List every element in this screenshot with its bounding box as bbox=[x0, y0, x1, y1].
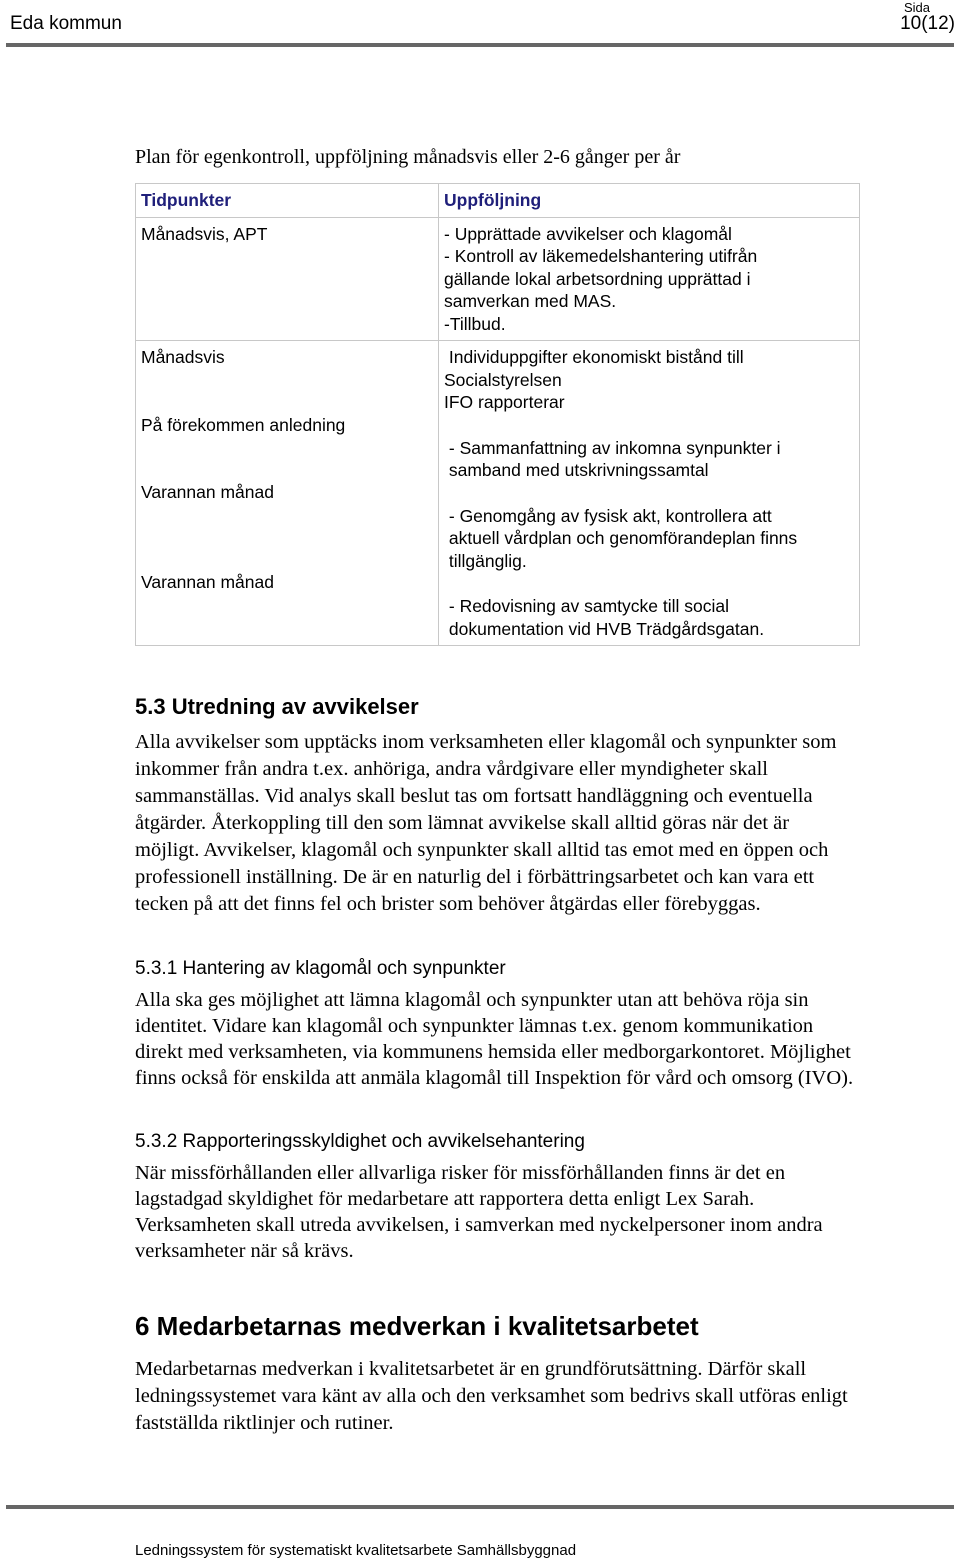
section-body-5-3-2: När missförhållanden eller allvarliga risker för missförhållanden finns är det en lagstadgad skyldighet för medarbetare att rapportera detta enligt Lex Sarah. Verksamheten skall utreda avvikelsen, i samverkan med nyckelpersoner inom andra verksamheter när så krävs. bbox=[135, 1162, 823, 1262]
followup-cell bbox=[439, 217, 860, 341]
time-cell bbox=[136, 217, 439, 341]
section-body-5-3-1: Alla ska ges möjlighet att lämna klagomål och synpunkter utan att behöva röja sin identitet. Vidare kan klagomål och synpunkter lämnas t.ex. genom kommunikation direkt med verksamheten, via kommunens hemsida eller medborgarkontoret. Möjlighet finns också för enskilda att anmäla klagomål till Inspektion för vård och omsorg (IVO). bbox=[135, 989, 854, 1089]
section-heading-5-3-1: 5.3.1 Hantering av klagomål och synpunkter bbox=[135, 958, 506, 979]
followup-plan-table bbox=[135, 183, 860, 646]
section-heading-6: 6 Medarbetarnas medverkan i kvalitetsarbetet bbox=[135, 1311, 699, 1341]
followup-line: samband med utskrivningssamtal bbox=[444, 460, 709, 480]
followup-line: gällande lokal arbetsordning upprättad i bbox=[444, 268, 751, 289]
followup-line: Socialstyrelsen bbox=[444, 369, 562, 390]
time-text: Varannan månad bbox=[141, 482, 274, 502]
time-text: Varannan månad bbox=[141, 571, 274, 592]
followup-line: - Upprättade avvikelser och klagomål bbox=[444, 223, 732, 244]
municipality-name: Eda kommun bbox=[10, 13, 122, 34]
followup-line: samverkan med MAS. bbox=[444, 291, 617, 311]
followup-line: - Kontroll av läkemedelshantering utifrån bbox=[444, 246, 758, 266]
time-text: Månadsvis, APT bbox=[141, 223, 268, 244]
header-divider bbox=[6, 43, 954, 47]
followup-line: IFO rapporterar bbox=[444, 392, 565, 412]
followup-line: dokumentation vid HVB Trädgårdsgatan. bbox=[444, 618, 765, 639]
followup-line: tillgänglig. bbox=[444, 550, 527, 571]
followup-line: - Redovisning av samtycke till social bbox=[444, 596, 729, 616]
table-row bbox=[136, 217, 860, 341]
column-header-uppfoljning: Uppföljning bbox=[439, 184, 860, 218]
section-heading-5-3: 5.3 Utredning av avvikelser bbox=[135, 694, 419, 719]
followup-line: Individuppgifter ekonomiskt bistånd till bbox=[444, 347, 744, 367]
page-label: Sida bbox=[903, 0, 930, 15]
section-body-5-3: Alla avvikelser som upptäcks inom verksamheten eller klagomål och synpunkter som inkommer från andra t.ex. anhöriga, andra vårdgivare eller myndigheter skall sammanställas. Vid analys skall beslut tas om fortsatt handläggning och eventuella åtgärder. Återkoppling till den som lämnat avvikelse skall alltid göras när det är möjligt. Avvikelser, klagomål och synpunkter skall alltid tas emot med en öppen och professionell inställning. De är en naturlig del i förbättringsarbetet och kan vara ett tecken på att det finns fel och brister som behöver åtgärdas eller förebyggas. bbox=[135, 731, 837, 915]
section-body-6: Medarbetarnas medverkan i kvalitetsarbetet är en grundförutsättning. Därför skall ledningssystemet vara känt av alla och den verksamhet som bedrivs skall utföras enligt fastställda riktlinjer och rutiner. bbox=[135, 1358, 848, 1434]
footer-divider bbox=[6, 1505, 954, 1509]
table-row bbox=[136, 341, 860, 646]
table-header-row bbox=[136, 184, 860, 218]
followup-cell bbox=[439, 341, 860, 646]
time-cell bbox=[136, 341, 439, 646]
plan-title: Plan för egenkontroll, uppföljning månadsvis eller 2-6 gånger per år bbox=[135, 146, 681, 168]
followup-line: -Tillbud. bbox=[444, 313, 506, 334]
section-heading-5-3-2: 5.3.2 Rapporteringsskyldighet och avvikelsehantering bbox=[135, 1131, 585, 1152]
followup-line: - Sammanfattning av inkomna synpunkter i bbox=[444, 437, 781, 458]
followup-line: aktuell vårdplan och genomförandeplan finns bbox=[444, 528, 798, 548]
footer-text: Ledningssystem för systematiskt kvalitetsarbete Samhällsbyggnad bbox=[135, 1542, 577, 1559]
time-text: På förekommen anledning bbox=[141, 414, 346, 435]
time-text: Månadsvis bbox=[141, 347, 225, 367]
followup-line: - Genomgång av fysisk akt, kontrollera att bbox=[444, 505, 772, 526]
page-number: 10(12) bbox=[900, 13, 955, 34]
column-header-tidpunkter: Tidpunkter bbox=[136, 184, 439, 218]
